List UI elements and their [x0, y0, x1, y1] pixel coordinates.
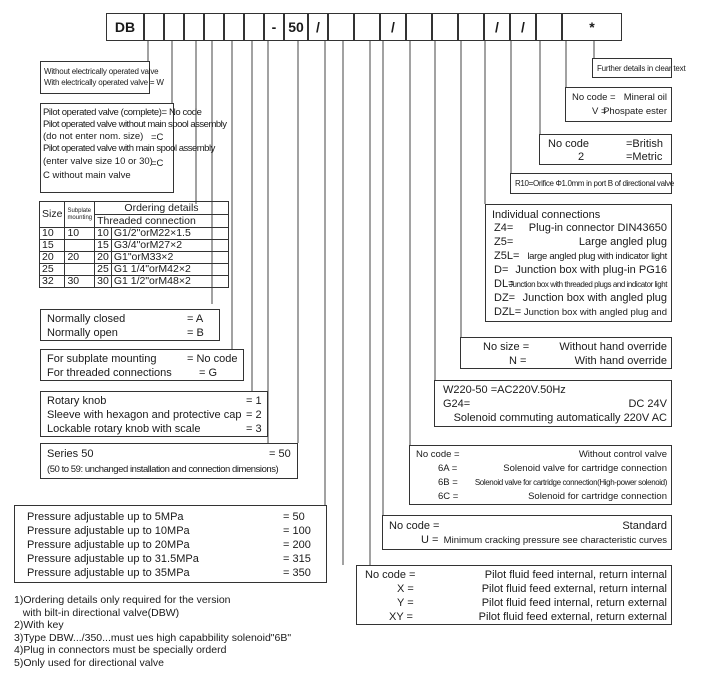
- override-code: N =: [509, 355, 527, 367]
- voltage-box: [434, 380, 672, 427]
- code-cell: [204, 13, 224, 41]
- control-box: [409, 445, 672, 505]
- footnotes: [14, 594, 291, 670]
- pilot-fluid-code: Y =: [397, 597, 414, 609]
- connections-box: [485, 204, 672, 322]
- ordering-cell: [65, 264, 95, 276]
- knob-line-label: Lockable rotary knob with scale: [47, 423, 201, 435]
- ordering-subplate-header: Subplate mounting: [65, 202, 95, 228]
- pressure-code: = 50: [283, 511, 305, 523]
- code-cell-slash: /: [484, 13, 510, 41]
- normally-closed-label: Normally closed: [47, 313, 126, 325]
- ordering-cell: 10: [65, 228, 95, 240]
- connection-desc: Large angled plug: [578, 236, 667, 248]
- ordering-cell: [65, 240, 95, 252]
- pressure-code: = 200: [283, 539, 311, 551]
- connection-code: DZL=: [494, 306, 522, 318]
- pilot-line: Pilot operated valve with main spool assembly: [43, 143, 215, 154]
- oil-code: No code =: [572, 92, 616, 103]
- voltage-auto: Solenoid commuting automatically 220V AC: [453, 412, 667, 424]
- voltage-ac: W220-50 =AC220V.50Hz: [443, 384, 566, 396]
- ordering-cell: 30: [65, 276, 95, 288]
- series-box: [40, 443, 298, 479]
- connection-code: Z4=: [494, 222, 514, 234]
- connection-desc: large angled plug with indicator light: [527, 251, 667, 262]
- units-code: No code: [548, 138, 589, 150]
- pilot-fluid-box: [356, 565, 672, 625]
- connections-title: Individual connections: [492, 209, 601, 221]
- ordering-details-header: Ordering details: [95, 202, 229, 215]
- connection-code: DZ=: [494, 292, 516, 304]
- knob-line-label: Rotary knob: [47, 395, 107, 407]
- connection-desc: Junction box with angled plug and: [523, 307, 667, 318]
- pressure-code: = 350: [283, 567, 311, 579]
- ordering-cell: G1"orM33×2: [111, 252, 228, 264]
- code-cell: [224, 13, 244, 41]
- code-cell: [184, 13, 204, 41]
- code-cell: [354, 13, 380, 41]
- pressure-label: Pressure adjustable up to 5MPa: [27, 511, 184, 523]
- ordering-cell: 32: [40, 276, 65, 288]
- control-code: 6C =: [438, 491, 459, 502]
- pilot-box: [40, 103, 227, 193]
- knob-line-label: Sleeve with hexagon and protective cap: [47, 409, 242, 421]
- footnote: with bilt-in directional valve(DBW): [14, 606, 180, 619]
- code-cell: [458, 13, 484, 41]
- ordering-cell: 20: [40, 252, 65, 264]
- electric-line-1: Without electrically operated valve: [44, 67, 159, 76]
- code-cell: [164, 13, 184, 41]
- code-cell: [328, 13, 354, 41]
- pilot-line: =C: [151, 158, 164, 169]
- pressure-label: Pressure adjustable up to 20MPa: [27, 539, 190, 551]
- orifice-box: [510, 173, 672, 194]
- pilot-line: (enter valve size 10 or 30): [43, 156, 153, 167]
- ordering-cell: G3/4"orM27×2: [111, 240, 228, 252]
- pilot-line: Pilot operated valve without main spool assembly: [43, 119, 227, 130]
- normally-open-code: = B: [187, 327, 204, 339]
- pressure-label: Pressure adjustable up to 31.5MPa: [27, 553, 199, 565]
- knob-line-code: = 1: [246, 395, 262, 407]
- ordering-cell: 20: [65, 252, 95, 264]
- code-cell-slash: /: [510, 13, 536, 41]
- units-code: 2: [578, 151, 585, 163]
- ordering-cell: 15: [95, 240, 112, 252]
- code-cell-db: DB: [106, 13, 144, 41]
- control-desc: Without control valve: [578, 449, 667, 460]
- voltage-dc-code: G24=: [443, 398, 471, 410]
- pilot-fluid-desc: Pilot fluid feed external, return internal: [481, 583, 667, 595]
- table-row: [40, 264, 229, 276]
- pressure-code: = 315: [283, 553, 311, 565]
- connection-code: DL=: [494, 278, 515, 290]
- override-box: [460, 337, 672, 369]
- series-note: (50 to 59: unchanged installation and connection dimensions): [47, 464, 279, 475]
- pilot-fluid-code: XY =: [389, 611, 413, 623]
- voltage-dc-value: DC 24V: [628, 398, 667, 410]
- cracking-box: [382, 515, 672, 550]
- oil-value: Mineral oil: [623, 92, 667, 103]
- code-cell: [406, 13, 432, 41]
- ordering-cell: 10: [40, 228, 65, 240]
- mounting-threaded-label: For threaded connections: [47, 367, 172, 379]
- override-desc: With hand override: [574, 355, 667, 367]
- cracking-code: No code =: [389, 520, 440, 532]
- electric-line-2: With electrically operated valve = W: [44, 78, 164, 87]
- code-cell-star: *: [562, 13, 622, 41]
- knob-box: [40, 391, 268, 437]
- override-desc: Without hand override: [559, 341, 667, 353]
- cracking-code: U =: [421, 534, 439, 546]
- ordering-cell: 15: [40, 240, 65, 252]
- pressure-label: Pressure adjustable up to 35MPa: [27, 567, 190, 579]
- table-row: [40, 276, 229, 288]
- ordering-cell: G1 1/2"orM48×2: [111, 276, 228, 288]
- units-value: =British: [626, 138, 663, 150]
- table-row: [40, 228, 229, 240]
- ordering-threaded-header: Threaded connection: [95, 215, 229, 228]
- control-desc: Solenoid for cartridge connection: [528, 491, 667, 502]
- normally-open-label: Normally open: [47, 327, 118, 339]
- footnote: 4)Plug in connectors must be specially orderd: [14, 644, 227, 657]
- ordering-cell: 20: [95, 252, 112, 264]
- override-code: No size =: [483, 341, 530, 353]
- connection-code: Z5L=: [494, 250, 520, 262]
- cracking-desc: Standard: [622, 520, 667, 532]
- connection-code: Z5=: [494, 236, 514, 248]
- connection-desc: Junction box with plug-in PG16: [515, 264, 667, 276]
- code-cell: [432, 13, 458, 41]
- pilot-fluid-code: X =: [397, 583, 414, 595]
- control-desc: Solenoid valve for cartridge connection: [503, 463, 667, 474]
- mounting-subplate-code: = No code: [187, 353, 238, 365]
- ordering-table: [39, 201, 229, 288]
- series-label: Series 50: [47, 448, 94, 460]
- ordering-cell: 30: [95, 276, 112, 288]
- pilot-line: Pilot operated valve (complete)= No code: [43, 107, 202, 118]
- code-cell-slash: /: [380, 13, 406, 41]
- ordering-cell: G1 1/4"orM42×2: [111, 264, 228, 276]
- further-text: Further details in clear text: [597, 64, 686, 73]
- footnote: 1)Ordering details only required for the version: [14, 594, 231, 606]
- knob-line-code: = 3: [246, 423, 262, 435]
- pilot-fluid-desc: Pilot fluid feed internal, return external: [481, 597, 667, 609]
- pilot-line: =C: [151, 132, 164, 143]
- series-code: = 50: [269, 448, 291, 460]
- code-cell-dash: -: [264, 13, 284, 41]
- table-row: [40, 240, 229, 252]
- control-code: 6A =: [438, 463, 458, 474]
- ordering-cell: G1/2"orM22×1.5: [111, 228, 228, 240]
- code-cell-slash: /: [308, 13, 328, 41]
- normally-closed-code: = A: [187, 313, 204, 325]
- knob-line-code: = 2: [246, 409, 262, 421]
- connection-desc: Plug-in connector DIN43650: [528, 222, 667, 234]
- pressure-code: = 100: [283, 525, 311, 537]
- pilot-line: (do not enter nom. size): [43, 131, 144, 142]
- code-cell: [244, 13, 264, 41]
- cracking-desc: Minimum cracking pressure see characteristic curves: [443, 535, 667, 546]
- mounting-threaded-code: = G: [199, 367, 218, 379]
- oil-code: V =: [592, 106, 607, 117]
- units-value: =Metric: [626, 151, 663, 163]
- code-cell: [536, 13, 562, 41]
- footnote: 2)With key: [14, 619, 64, 632]
- pilot-fluid-desc: Pilot fluid feed internal, return internal: [484, 569, 667, 581]
- normally-box: [40, 309, 220, 341]
- ordering-cell: 25: [40, 264, 65, 276]
- pressure-label: Pressure adjustable up to 10MPa: [27, 525, 190, 537]
- connection-code: D=: [494, 264, 509, 276]
- ordering-size-header: Size: [40, 202, 65, 228]
- pressure-box: [14, 505, 327, 583]
- ordering-cell: 10: [95, 228, 112, 240]
- orifice-text: R10=Orifice Φ1.0mm in port B of directional valve: [515, 179, 674, 188]
- control-code: 6B =: [438, 477, 458, 488]
- further-box: [592, 58, 686, 78]
- connection-desc: Junction box with angled plug: [522, 292, 667, 304]
- ordering-cell: 25: [95, 264, 112, 276]
- mounting-subplate-label: For subplate mounting: [47, 353, 157, 365]
- electric-box: [40, 61, 164, 94]
- table-row: [40, 252, 229, 264]
- pilot-line: C without main valve: [43, 170, 131, 181]
- pilot-fluid-desc: Pilot fluid feed external, return external: [478, 611, 667, 623]
- control-desc: Solenoid valve for cartridge connection(High-power solenoid): [474, 478, 667, 487]
- pilot-fluid-code: No code =: [365, 569, 416, 581]
- code-cell: [144, 13, 164, 41]
- oil-value: Phospate ester: [603, 106, 667, 117]
- code-cell-series: 50: [284, 13, 308, 41]
- oil-box: [565, 87, 672, 122]
- units-box: [539, 134, 672, 165]
- connection-desc: Junction box with threaded plugs and indicator light: [508, 280, 667, 289]
- footnote: 3)Type DBW.../350...must ues high capabbility solenoid"6B": [14, 631, 292, 644]
- footnote: 5)Only used for directional valve: [14, 656, 164, 669]
- mounting-box: [40, 349, 244, 381]
- control-code: No code =: [416, 449, 460, 460]
